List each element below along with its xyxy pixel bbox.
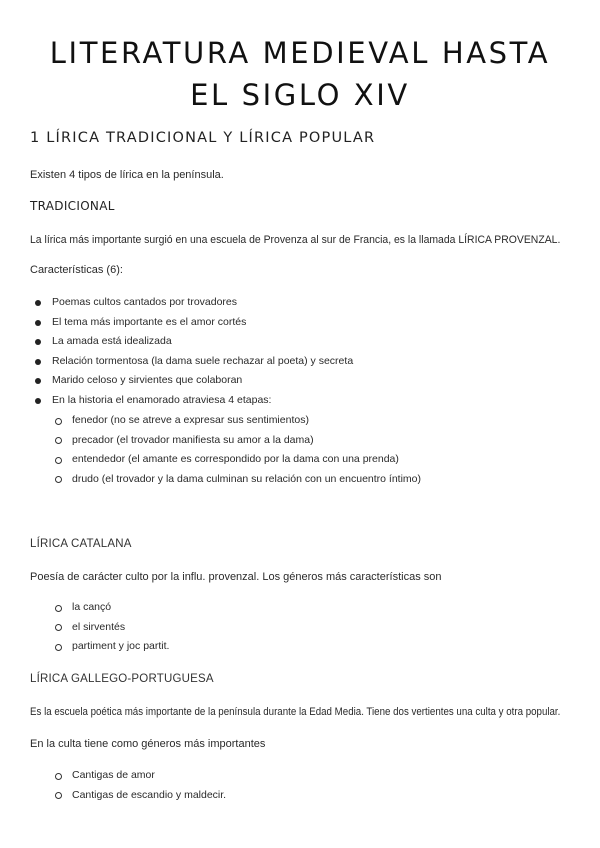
gallego-culta-paragraph: En la culta tiene como géneros más importantes (30, 738, 266, 750)
list-item: El tema más importante es el amor cortés (34, 313, 353, 333)
bullet-icon (35, 339, 41, 345)
circle-bullet-icon (55, 624, 62, 631)
list-item: Cantigas de amor (54, 766, 226, 786)
list-item: Poemas cultos cantados por trovadores (34, 293, 353, 313)
bullet-icon (35, 359, 41, 365)
etapas-list (54, 411, 421, 489)
catalana-paragraph: Poesía de carácter culto por la influ. provenzal. Los géneros más características son (30, 571, 442, 583)
circle-bullet-icon (55, 773, 62, 780)
intro-paragraph: Existen 4 tipos de lírica en la península. (30, 169, 224, 181)
list-item: Cantigas de escandio y maldecir. (54, 786, 226, 806)
catalana-list (54, 598, 169, 657)
tradicional-heading: TRADICIONAL (30, 199, 115, 213)
caracteristicas-label: Características (6): (30, 264, 123, 276)
circle-bullet-icon (55, 792, 62, 799)
list-item: partiment y joc partit. (54, 637, 169, 657)
page-title-line-2: EL SIGLO XIV (190, 78, 410, 112)
circle-bullet-icon (55, 476, 62, 483)
gallego-heading: LÍRICA GALLEGO-PORTUGUESA (30, 673, 214, 685)
list-item: Marido celoso y sirvientes que colaboran (34, 371, 353, 391)
page-title (0, 32, 600, 116)
tradicional-paragraph: La lírica más importante surgió en una escuela de Provenza al sur de Francia, es la llamada LÍRICA PROVENZAL. (30, 234, 561, 246)
list-item: drudo (el trovador y la dama culminan su relación con un encuentro íntimo) (54, 470, 421, 490)
bullet-icon (35, 320, 41, 326)
list-item: la cançó (54, 598, 169, 618)
bullet-icon (35, 300, 41, 306)
gallego-paragraph: Es la escuela poética más importante de la península durante la Edad Media. Tiene dos vertientes una culta y otra popular. (30, 706, 561, 718)
list-item: entendedor (el amante es correspondido por la dama con una prenda) (54, 450, 421, 470)
circle-bullet-icon (55, 644, 62, 651)
bullet-icon (35, 398, 41, 404)
page-title-line-1: LITERATURA MEDIEVAL HASTA (49, 36, 551, 70)
list-item: fenedor (no se atreve a expresar sus sentimientos) (54, 411, 421, 431)
gallego-list (54, 766, 226, 805)
bullet-icon (35, 378, 41, 384)
list-item: precador (el trovador manifiesta su amor a la dama) (54, 431, 421, 451)
section-heading: 1 LÍRICA TRADICIONAL Y LÍRICA POPULAR (30, 130, 376, 146)
circle-bullet-icon (55, 605, 62, 612)
list-item: La amada está idealizada (34, 332, 353, 352)
caracteristicas-list (34, 293, 353, 411)
circle-bullet-icon (55, 437, 62, 444)
list-item: En la historia el enamorado atraviesa 4 etapas: (34, 391, 353, 411)
circle-bullet-icon (55, 457, 62, 464)
catalana-heading: LÍRICA CATALANA (30, 538, 132, 550)
circle-bullet-icon (55, 418, 62, 425)
list-item: el sirventés (54, 618, 169, 638)
list-item: Relación tormentosa (la dama suele rechazar al poeta) y secreta (34, 352, 353, 372)
